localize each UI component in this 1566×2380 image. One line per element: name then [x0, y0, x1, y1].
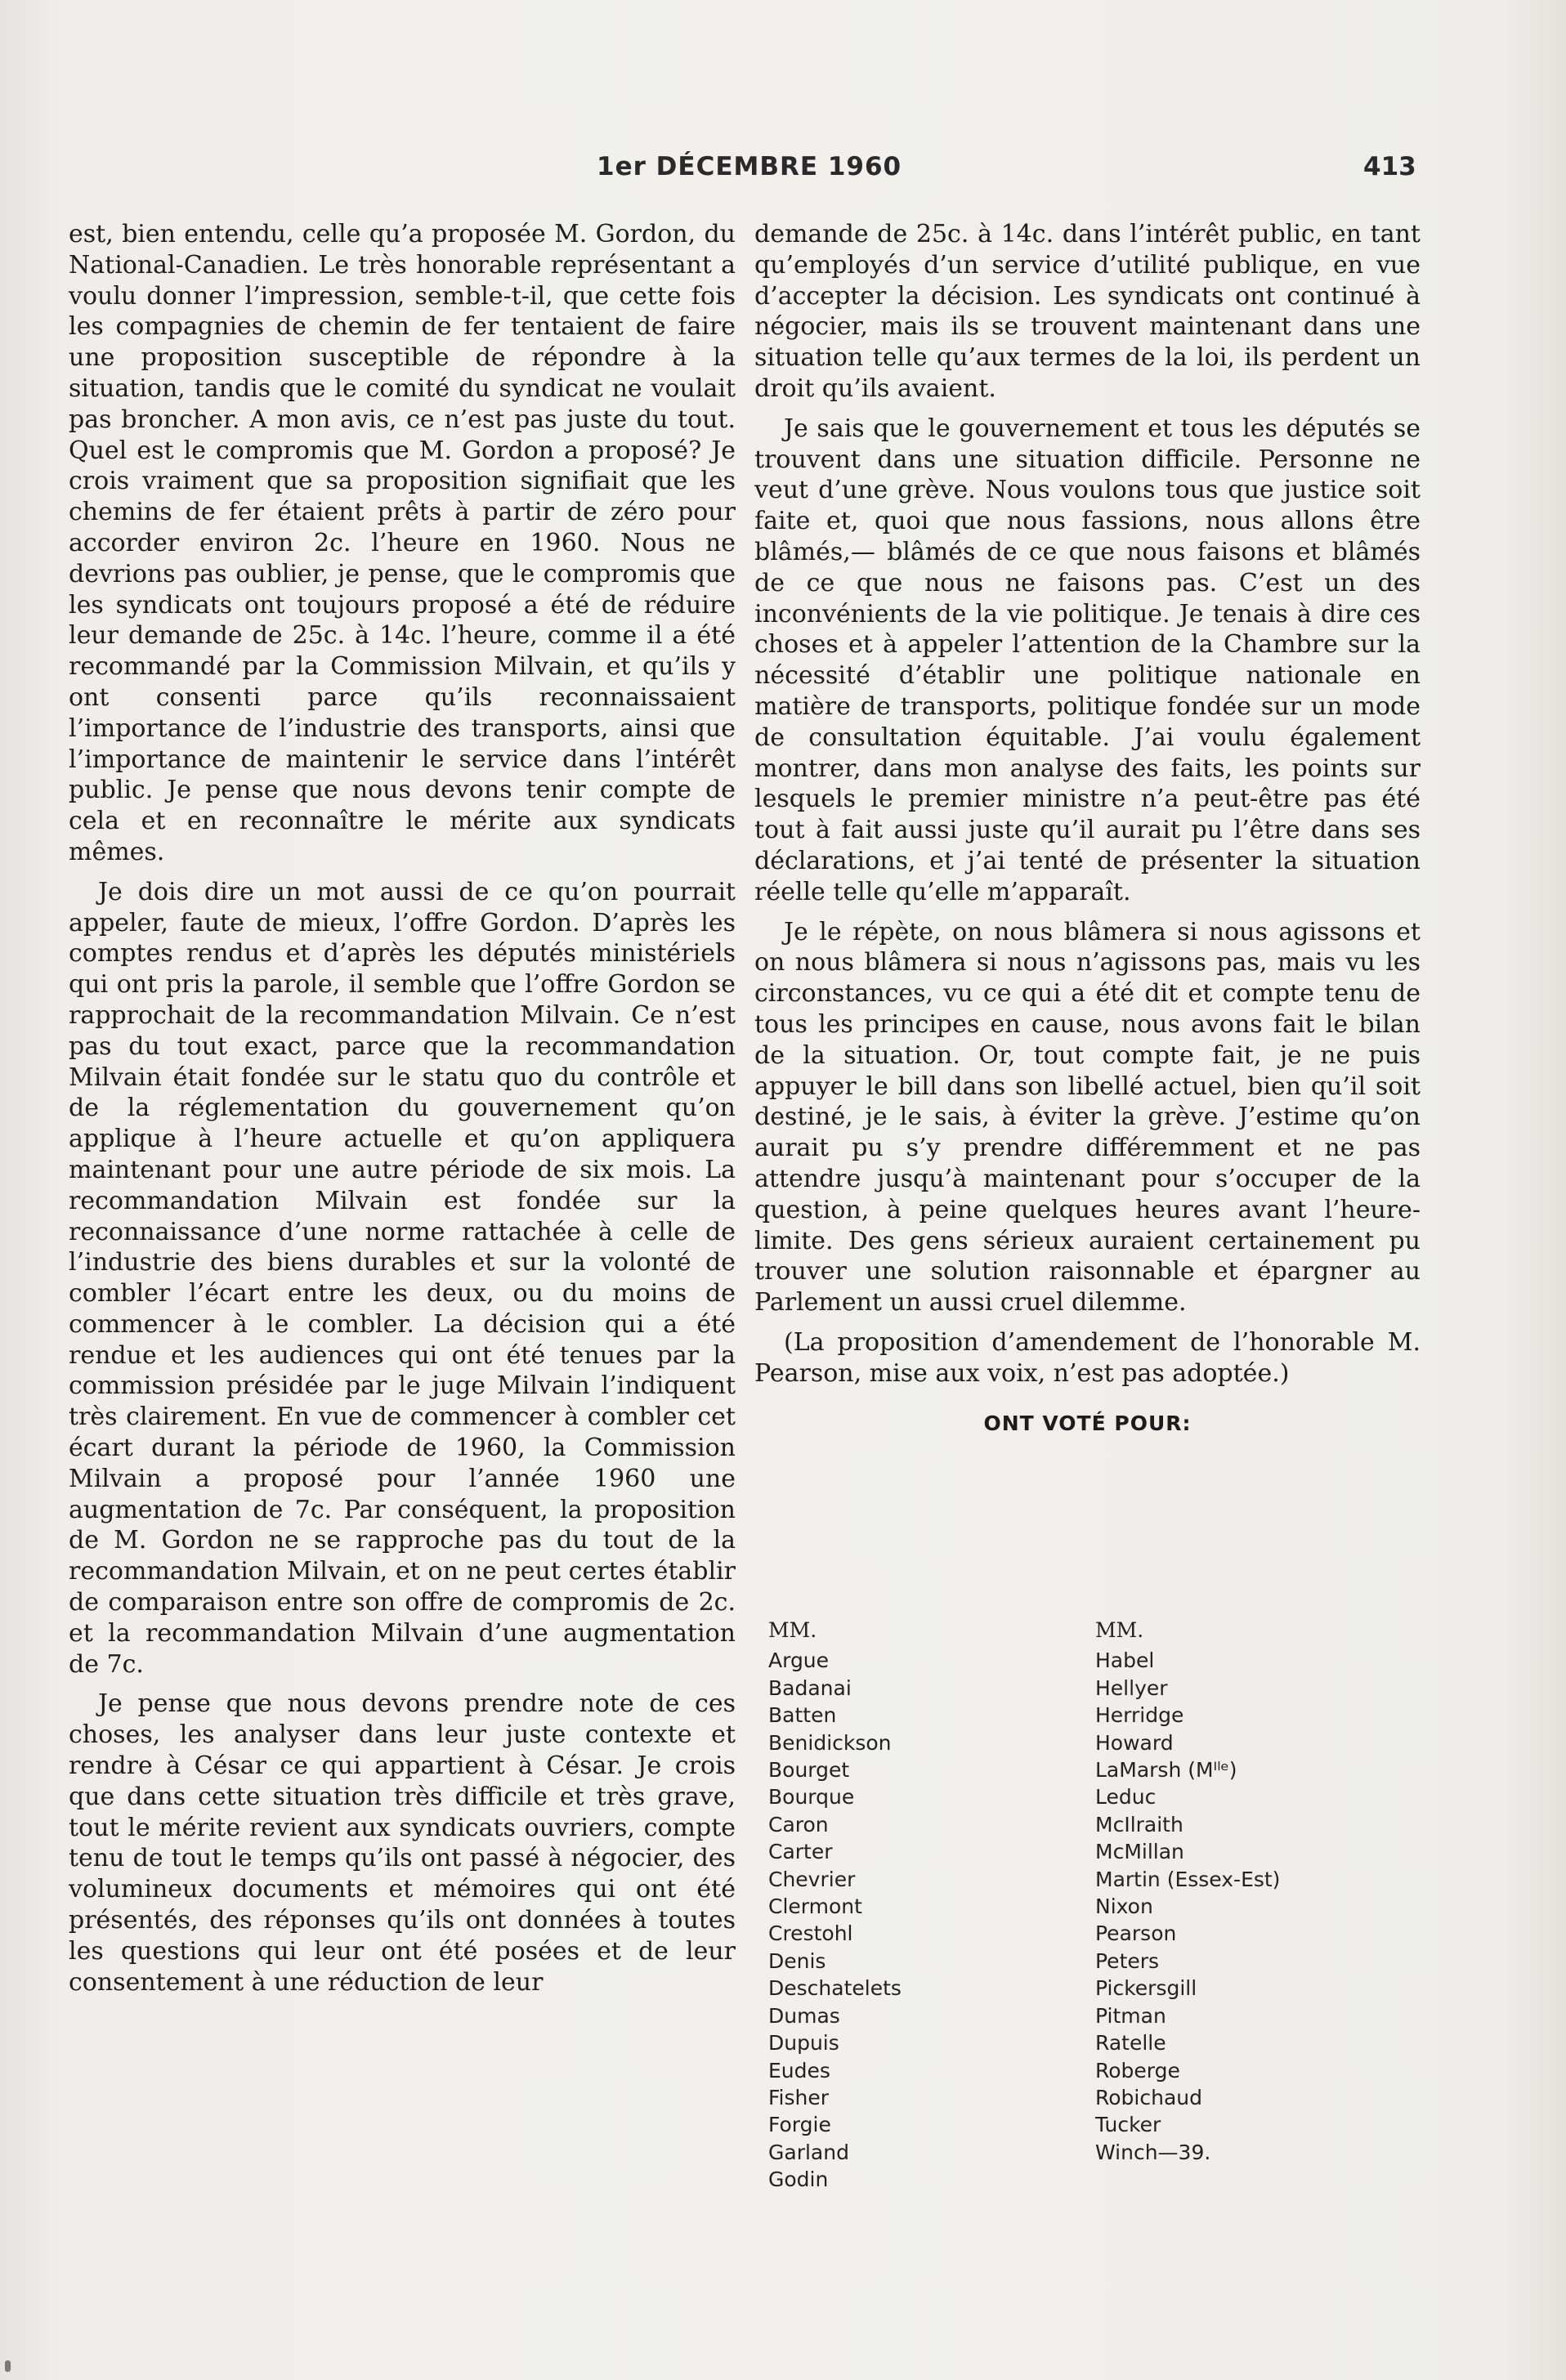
member-name: Pitman: [1095, 2003, 1166, 2028]
vote-heading: ONT VOTÉ POUR:: [983, 1411, 1192, 1436]
member-name: Badanai: [768, 1675, 852, 1700]
member-name: Hellyer: [1095, 1675, 1168, 1700]
running-head-date: 1er DÉCEMBRE 1960: [597, 152, 902, 181]
member-name: Bourget: [768, 1758, 850, 1783]
paragraph: (La proposition d’amendement de l’honorable M. Pearson, mise aux voix, n’est pas adoptée.): [754, 1327, 1421, 1388]
right-column: [754, 219, 1421, 1451]
paragraph: Je dois dire un mot aussi de ce qu’on pourrait appeler, faute de mieux, l’offre Gordon. D’après les comptes rendus et d’après les députés ministériels qui ont pris la parole, il semble que l’offre Gordon se rapprochait de la recommandation Milvain. Ce n’est pas du tout exact, parce que la recommandation Milvain était fondée sur le statu quo du contrôle et de la réglementation du gouvernement qu’on applique à l’heure actuelle et qu’on appliquera maintenant pour une autre période de six mois. La recommandation Milvain est fondée sur la reconnaissance d’une norme rattachée à celle de l’industrie des biens durables et sur la volonté de combler l’écart entre les deux, ou du moins de commencer à le combler. La décision qui a été rendue et les audiences qui ont été tenues par la commission présidée par le juge Milvain l’indiquent très clairement. En vue de commencer à combler cet écart durant la période de 1960, la Commission Milvain a proposé pour l’année 1960 une augmentation de 7c. Par conséquent, la proposition de M. Gordon ne se rapproche pas du tout de la recommandation Milvain, et on ne peut certes établir de comparaison entre son offre de compromis de 2c. et la recommandation Milvain d’une augmentation de 7c.: [69, 877, 736, 1679]
vote-column-header: MM.: [1095, 1618, 1144, 1642]
member-name: Pickersgill: [1095, 1976, 1197, 2001]
member-name: Carter: [768, 1840, 833, 1864]
vote-column-header: MM.: [768, 1618, 817, 1642]
paragraph: Je sais que le gouvernement et tous les députés se trouvent dans une situation difficile. Personne ne veut d’une grève. Nous voulons tous que justice soit faite et, quoi que nous fassions, nous allons être blâmés,— blâmés de ce que nous faisons et blâmés de ce que nous ne faisons pas. C’est un des inconvénients de la vie politique. Je tenais à dire ces choses et à appeler l’attention de la Chambre sur la nécessité d’établir une politique nationale en matière de transports, politique fondée sur un mode de consultation équitable. J’ai voulu également montrer, dans mon analyse des faits, les points sur lesquels le premier ministre n’a peut-être pas été tout à fait aussi juste qu’il aurait pu l’être dans ses déclarations, et j’ai tenté de présenter la situation réelle telle qu’elle m’apparaît.: [754, 414, 1421, 906]
member-name: Herridge: [1095, 1703, 1184, 1728]
paragraph: Je le répète, on nous blâmera si nous agissons et on nous blâmera si nous n’agissons pas, mais vu les circonstances, vu ce qui a été dit et compte tenu de tous les principes en cause, nous avons fait le bilan de la situation. Or, tout compte fait, je ne puis appuyer le bill dans son libellé actuel, bien qu’il soit destiné, je le sais, à éviter la grève. J’estime qu’on aurait pu s’y prendre différemment et ne pas attendre jusqu’à maintenant pour s’occuper de la question, à peine quelques heures avant l’heure-limite. Des gens sérieux auraient certainement pu trouver une solution raisonnable et épargner au Parlement un aussi cruel dilemme.: [754, 917, 1421, 1318]
member-name: Ratelle: [1095, 2031, 1166, 2056]
member-name: Crestohl: [768, 1921, 853, 1946]
member-name: Godin: [768, 2168, 829, 2192]
member-name: Martin (Essex-Est): [1095, 1867, 1281, 1891]
paragraph: Je pense que nous devons prendre note de ces choses, les analyser dans leur juste contexte et rendre à César ce qui appartient à César. Je crois que dans cette situation très difficile et très grave, tout le mérite revient aux syndicats ouvriers, compte tenu de tout le temps qu’ils ont passé à négocier, des volumineux documents et mémoires qui ont été présentés, des réponses qu’ils ont données à toutes les questions qui leur ont été posées et de leur consentement à une réduction de leur: [69, 1689, 736, 1997]
left-column: [69, 219, 736, 2006]
member-name: Habel: [1095, 1649, 1155, 1673]
member-name: Batten: [768, 1703, 837, 1728]
member-name: Roberge: [1095, 2058, 1180, 2082]
member-name: Garland: [768, 2140, 849, 2164]
paragraph: est, bien entendu, celle qu’a proposée M. Gordon, du National-Canadien. Le très honorable représentant a voulu donner l’impression, semble-t-il, que cette fois les compagnies de chemin de fer tentaient de faire une proposition susceptible de répondre à la situation, tandis que le comité du syndicat ne voulait pas broncher. A mon avis, ce n’est pas juste du tout. Quel est le compromis que M. Gordon a proposé? Je crois vraiment que sa proposition signifiait que les chemins de fer étaient prêts à partir de zéro pour accorder environ 2c. l’heure en 1960. Nous ne devrions pas oublier, je pense, que le compromis que les syndicats ont toujours proposé a été de réduire leur demande de 25c. à 14c. l’heure, comme il a été recommandé par la Commission Milvain, et qu’ils y ont consenti parce qu’ils reconnaissaient l’importance de l’industrie des transports, ainsi que l’importance de maintenir le service dans l’intérêt public. Je pense que nous devons tenir compte de cela et en reconnaître le mérite aux syndicats mêmes.: [69, 220, 736, 866]
member-name: Nixon: [1095, 1895, 1153, 1919]
member-name: Argue: [768, 1649, 830, 1673]
member-name: Deschatelets: [768, 1976, 902, 2001]
member-name: Pearson: [1095, 1921, 1177, 1946]
member-name: LaMarsh (Mᴵˡᵉ): [1095, 1758, 1237, 1783]
member-name: Chevrier: [768, 1867, 856, 1891]
member-name: Peters: [1095, 1948, 1160, 1973]
vote-column-2: [1095, 1617, 1280, 2166]
member-name: Forgie: [768, 2113, 831, 2137]
member-name: Tucker: [1095, 2113, 1161, 2137]
member-name: Robichaud: [1095, 2085, 1202, 2109]
member-name: Clermont: [768, 1895, 862, 1919]
member-name: Eudes: [768, 2058, 830, 2082]
vote-column-1: [768, 1617, 902, 2194]
scan-speck: [5, 2360, 11, 2372]
member-name: Howard: [1095, 1730, 1174, 1755]
member-name: Dumas: [768, 2003, 840, 2028]
page-number: 413: [1363, 152, 1416, 181]
member-name: Benidickson: [768, 1730, 892, 1755]
member-name: Caron: [768, 1812, 829, 1836]
member-name: Winch—39.: [1095, 2140, 1211, 2164]
member-name: Bourque: [768, 1785, 855, 1810]
member-name: Leduc: [1095, 1785, 1157, 1810]
member-name: McMillan: [1095, 1840, 1184, 1864]
paragraph: demande de 25c. à 14c. dans l’intérêt public, en tant qu’employés d’un service d’utilité publique, en vue d’accepter la décision. Les syndicats ont continué à négocier, mais ils se trouvent maintenant dans une situation telle qu’aux termes de la loi, ils perdent un droit qu’ils avaient.: [754, 220, 1421, 403]
member-name: Dupuis: [768, 2031, 839, 2056]
member-name: Fisher: [768, 2085, 830, 2109]
member-name: McIlraith: [1095, 1812, 1183, 1836]
member-name: Denis: [768, 1948, 826, 1973]
